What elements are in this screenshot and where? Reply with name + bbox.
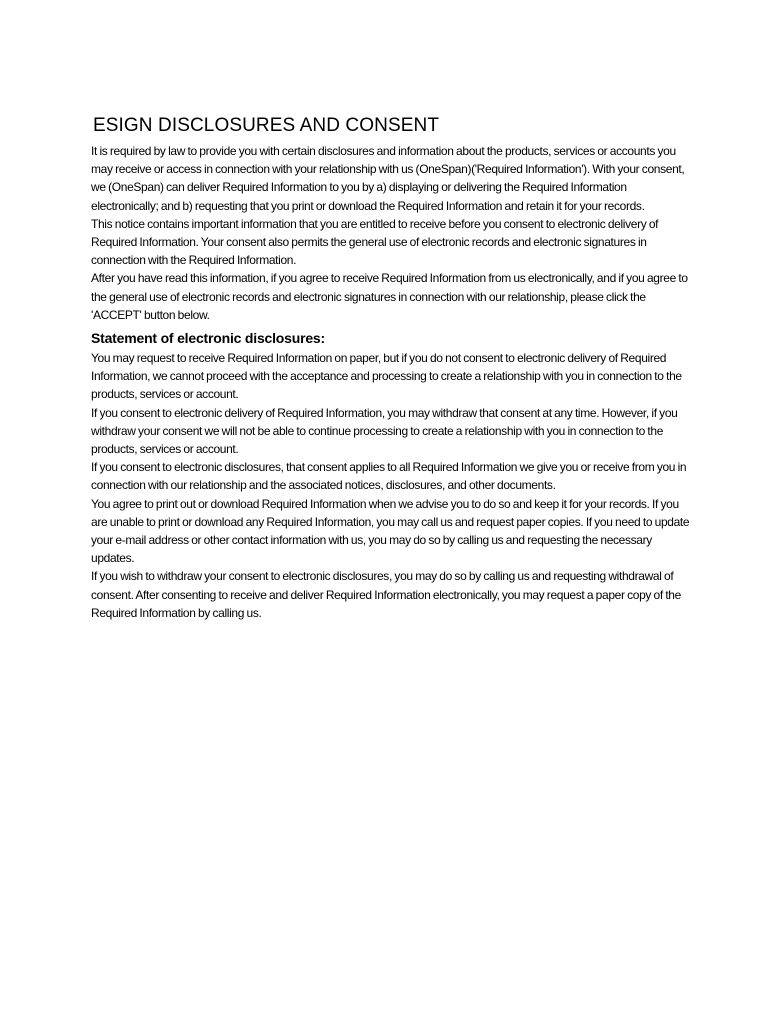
intro-paragraph-2: This notice contains important information that you are entitled to receive before you consent to electronic delivery of Required Information. Your consent also permits the general use of electronic records and electronic signatures in connection with the Required Information. [91, 216, 659, 268]
section-heading: Statement of electronic disclosures: [91, 330, 325, 347]
section-paragraph-4: You agree to print out or download Required Information when we advise you to do so and keep it for your records. If you are unable to print or download any Required Information, you may call us and request paper copies. If you need to update your e-mail address or other contact information with us, you may do so by calling us and requesting the necessary updates. [91, 496, 690, 566]
section-paragraph-3: If you consent to electronic disclosures, that consent applies to all Required Information we give you or receive from you in connection with our relationship and the associated notices, disclosures, and other documents. [91, 460, 687, 493]
document-page [91, 114, 691, 622]
intro-paragraph-1: It is required by law to provide you with certain disclosures and information about the products, services or accounts you may receive or access in connection with your relationship with us (OneSpan)('Required Information'). With your consent, we (OneSpan) can deliver Required Information to you by a) displaying or delivering the Required Information electronically; and b) requesting that you print or download the Required Information and retain it for your records. [91, 144, 685, 213]
section-paragraph-5: If you wish to withdraw your consent to electronic disclosures, you may do so by calling us and requesting withdrawal of consent. After consenting to receive and deliver Required Information electronically, you may request a paper copy of the Required Information by calling us. [91, 569, 681, 620]
intro-paragraph-3: After you have read this information, if you agree to receive Required Information from us electronically, and if you agree to the general use of electronic records and electronic signatures in connection with our relationship, please click the 'ACCEPT' button below. [91, 271, 688, 322]
document-title: ESIGN DISCLOSURES AND CONSENT [93, 115, 440, 136]
section-paragraph-2: If you consent to electronic delivery of Required Information, you may withdraw that consent at any time. However, if you withdraw your consent we will not be able to continue processing to create a relationship with you in connection to the products, services or account. [91, 405, 678, 457]
section-paragraph-1: You may request to receive Required Information on paper, but if you do not consent to electronic delivery of Required Information, we cannot proceed with the acceptance and processing to create a relationship with you in connection to the products, services or account. [91, 351, 682, 402]
